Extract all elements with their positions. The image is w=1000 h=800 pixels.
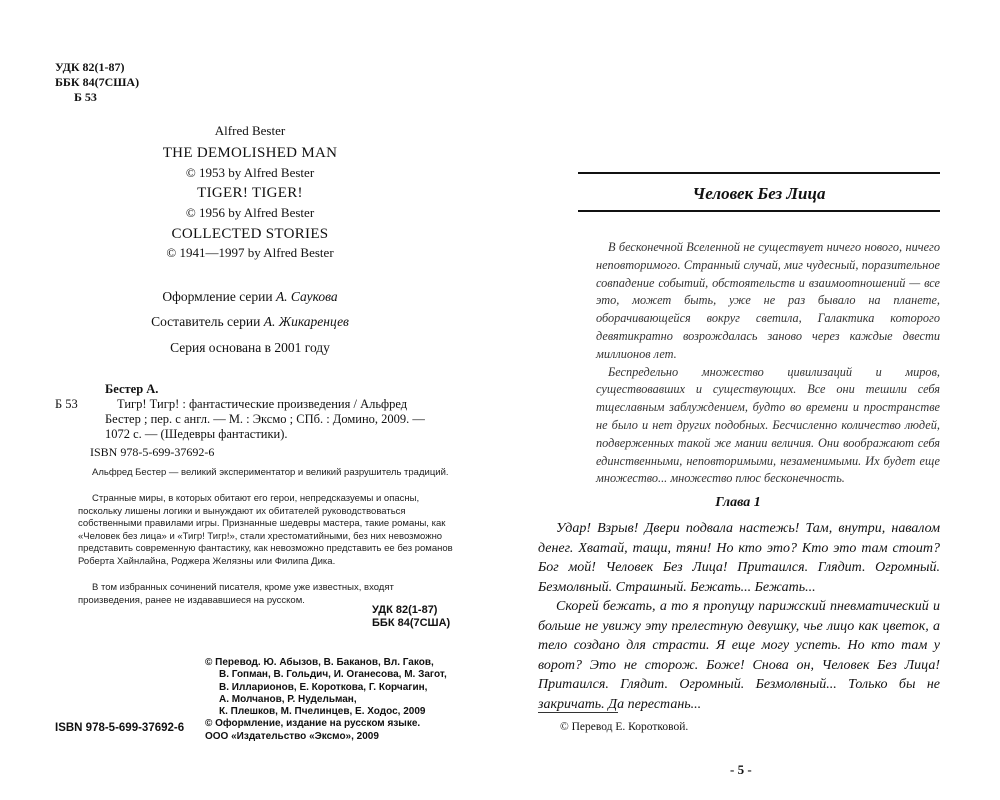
credit-line: В. Илларионов, Е. Короткова, Г. Корчагин, [219,681,428,693]
work-copyright-3: © 1941—1997 by Alfred Bester [166,245,334,260]
annotation-paragraph [78,467,458,480]
series-design-name: А. Саукова [275,289,338,304]
title-rule-bottom [578,210,940,212]
biblio-text [105,382,425,442]
credit-line: В. Гопман, В. Гольдич, И. Оганесова, М. Загот, [219,669,447,681]
author-mark: Б 53 [74,90,97,104]
annotation-paragraph [78,493,458,568]
series-compiler-label: Составитель серии [151,314,264,329]
author-name-en: Alfred Bester [214,123,286,138]
bbk-code: ББК 84(7США) [372,617,451,629]
series-design [0,289,500,305]
biblio-isbn: ISBN 978-5-699-37692-6 [90,445,215,459]
copyright-credits [205,657,447,743]
biblio-author: Бестер А. [105,382,159,396]
epigraph [596,239,940,488]
text-paragraph: Удар! Взрыв! Двери подвала настежь! Там, внутри, навалом денег. Хватай, тащи, тяни! Но кто это? Кто это там стоит? Бог мой! Человек Без Лица! Притаился. Глядит. Огромный. Безмолвный. Страшный. Бежать... Бежать... [538,521,940,595]
biblio-code: Б 53 [55,397,78,411]
credit-line: К. Плешков, М. Пчелинцев, Е. Ходос, 2009 [219,706,426,718]
series-design-label: Оформление серии [162,289,276,304]
chapter-heading: Глава 1 [715,495,761,510]
annotation-text: Альфред Бестер — великий экспериментатор и великий разрушитель традиций. [92,467,449,478]
work-title-1: THE DEMOLISHED MAN [162,145,338,161]
udk-code: УДК 82(1-87) [55,60,125,74]
udk-block [55,60,139,105]
udk-block-right [372,604,450,630]
work-copyright-1: © 1953 by Alfred Bester [185,165,315,180]
chapter-text [538,519,940,714]
credit-line: А. Молчанов, Р. Нудельман, [219,693,357,705]
footnote-rule [538,712,618,713]
story-title: Человек Без Лица [692,184,826,203]
series-compiler-name: А. Жикаренцев [263,314,349,329]
credit-line: © Оформление, издание на русском языке. [205,718,421,730]
title-rule-top [578,172,940,174]
work-copyright-2: © 1956 by Alfred Bester [185,205,315,220]
biblio-line: 1072 с. — (Шедевры фантастики). [105,427,288,441]
bbk-code: ББК 84(7США) [55,75,140,89]
biblio-line: Бестер ; пер. с англ. — М. : Эксмо ; СПб. : Домино, 2009. — [105,412,425,426]
epigraph-paragraph: В бесконечной Вселенной не существует ничего нового, ничего неповторимого. Странный случай, миг чудесный, поразительное совпадение событий, обстоятельств и взаимоотношений — все это, может быть, уже не раз бывало на планете, оборачивающейся вокруг светила, Галактика которого девятикратно возрождалась заново через каждые двести миллионов лет. [596,240,940,361]
series-founded: Серия основана в 2001 году [170,340,330,355]
work-title-3: COLLECTED STORIES [171,226,329,242]
isbn-bottom: ISBN 978-5-699-37692-6 [55,722,185,734]
footnote: © Перевод Е. Коротковой. [560,721,689,733]
epigraph-paragraph: Беспредельно множество цивилизаций и миров, существовавших и существующих. Все они тешили себя тщеславным заблуждением, будто во времени и пространстве не было и нет других подобных. Бесчисленно количество людей, подверженных такой же мании величия. Они воображают себя единственными, неповторимыми, незаменимыми. Их будет еще множество... множество плюс бесконечность. [596,364,940,486]
annotation-text: В том избранных сочинений писателя, кроме уже известных, входят произведения, ранее не издававшиеся на русском. [78,582,394,606]
bibliographic-record [55,382,475,442]
work-title-2: TIGER! TIGER! [197,185,303,201]
biblio-line: Тигр! Тигр! : фантастические произведения / Альфред [117,397,408,411]
udk-code: УДК 82(1-87) [372,604,438,616]
page-number: - 5 - [730,762,752,777]
text-paragraph: Скорей бежать, а то я пропущу парижский пневматический и больше не увижу эту прелестную девушку, чье лицо как цветок, а тело создано для страсти. Я еще могу успеть. Но кто там у ворот? Это не сторож. Боже! Снова он, Человек Без Лица! Притаился. Глядит. Огромный. Безмолвный... Только бы не закричать. Да перестань... [538,599,940,712]
credit-line: ООО «Издательство «Эксмо», 2009 [205,730,379,742]
credit-line: © Перевод. Ю. Абызов, В. Баканов, Вл. Гаков, [205,657,434,668]
annotation-text: Странные миры, в которых обитают его герои, непредсказуемы и опасны, поскольку лишены логики и вынуждают их обитателей руководствоваться собственными правилами игры. Признанные шедевры мастера, такие романы, как «Человек без лица» и «Тигр! Тигр!», стали хрестоматийными, без них невозможно представить современную фантастику, как невозможно представить ее без романов Роберта Хайнлайна, Роджера Желязны или Филипа Дика. [78,493,453,567]
series-compiler [0,314,500,330]
